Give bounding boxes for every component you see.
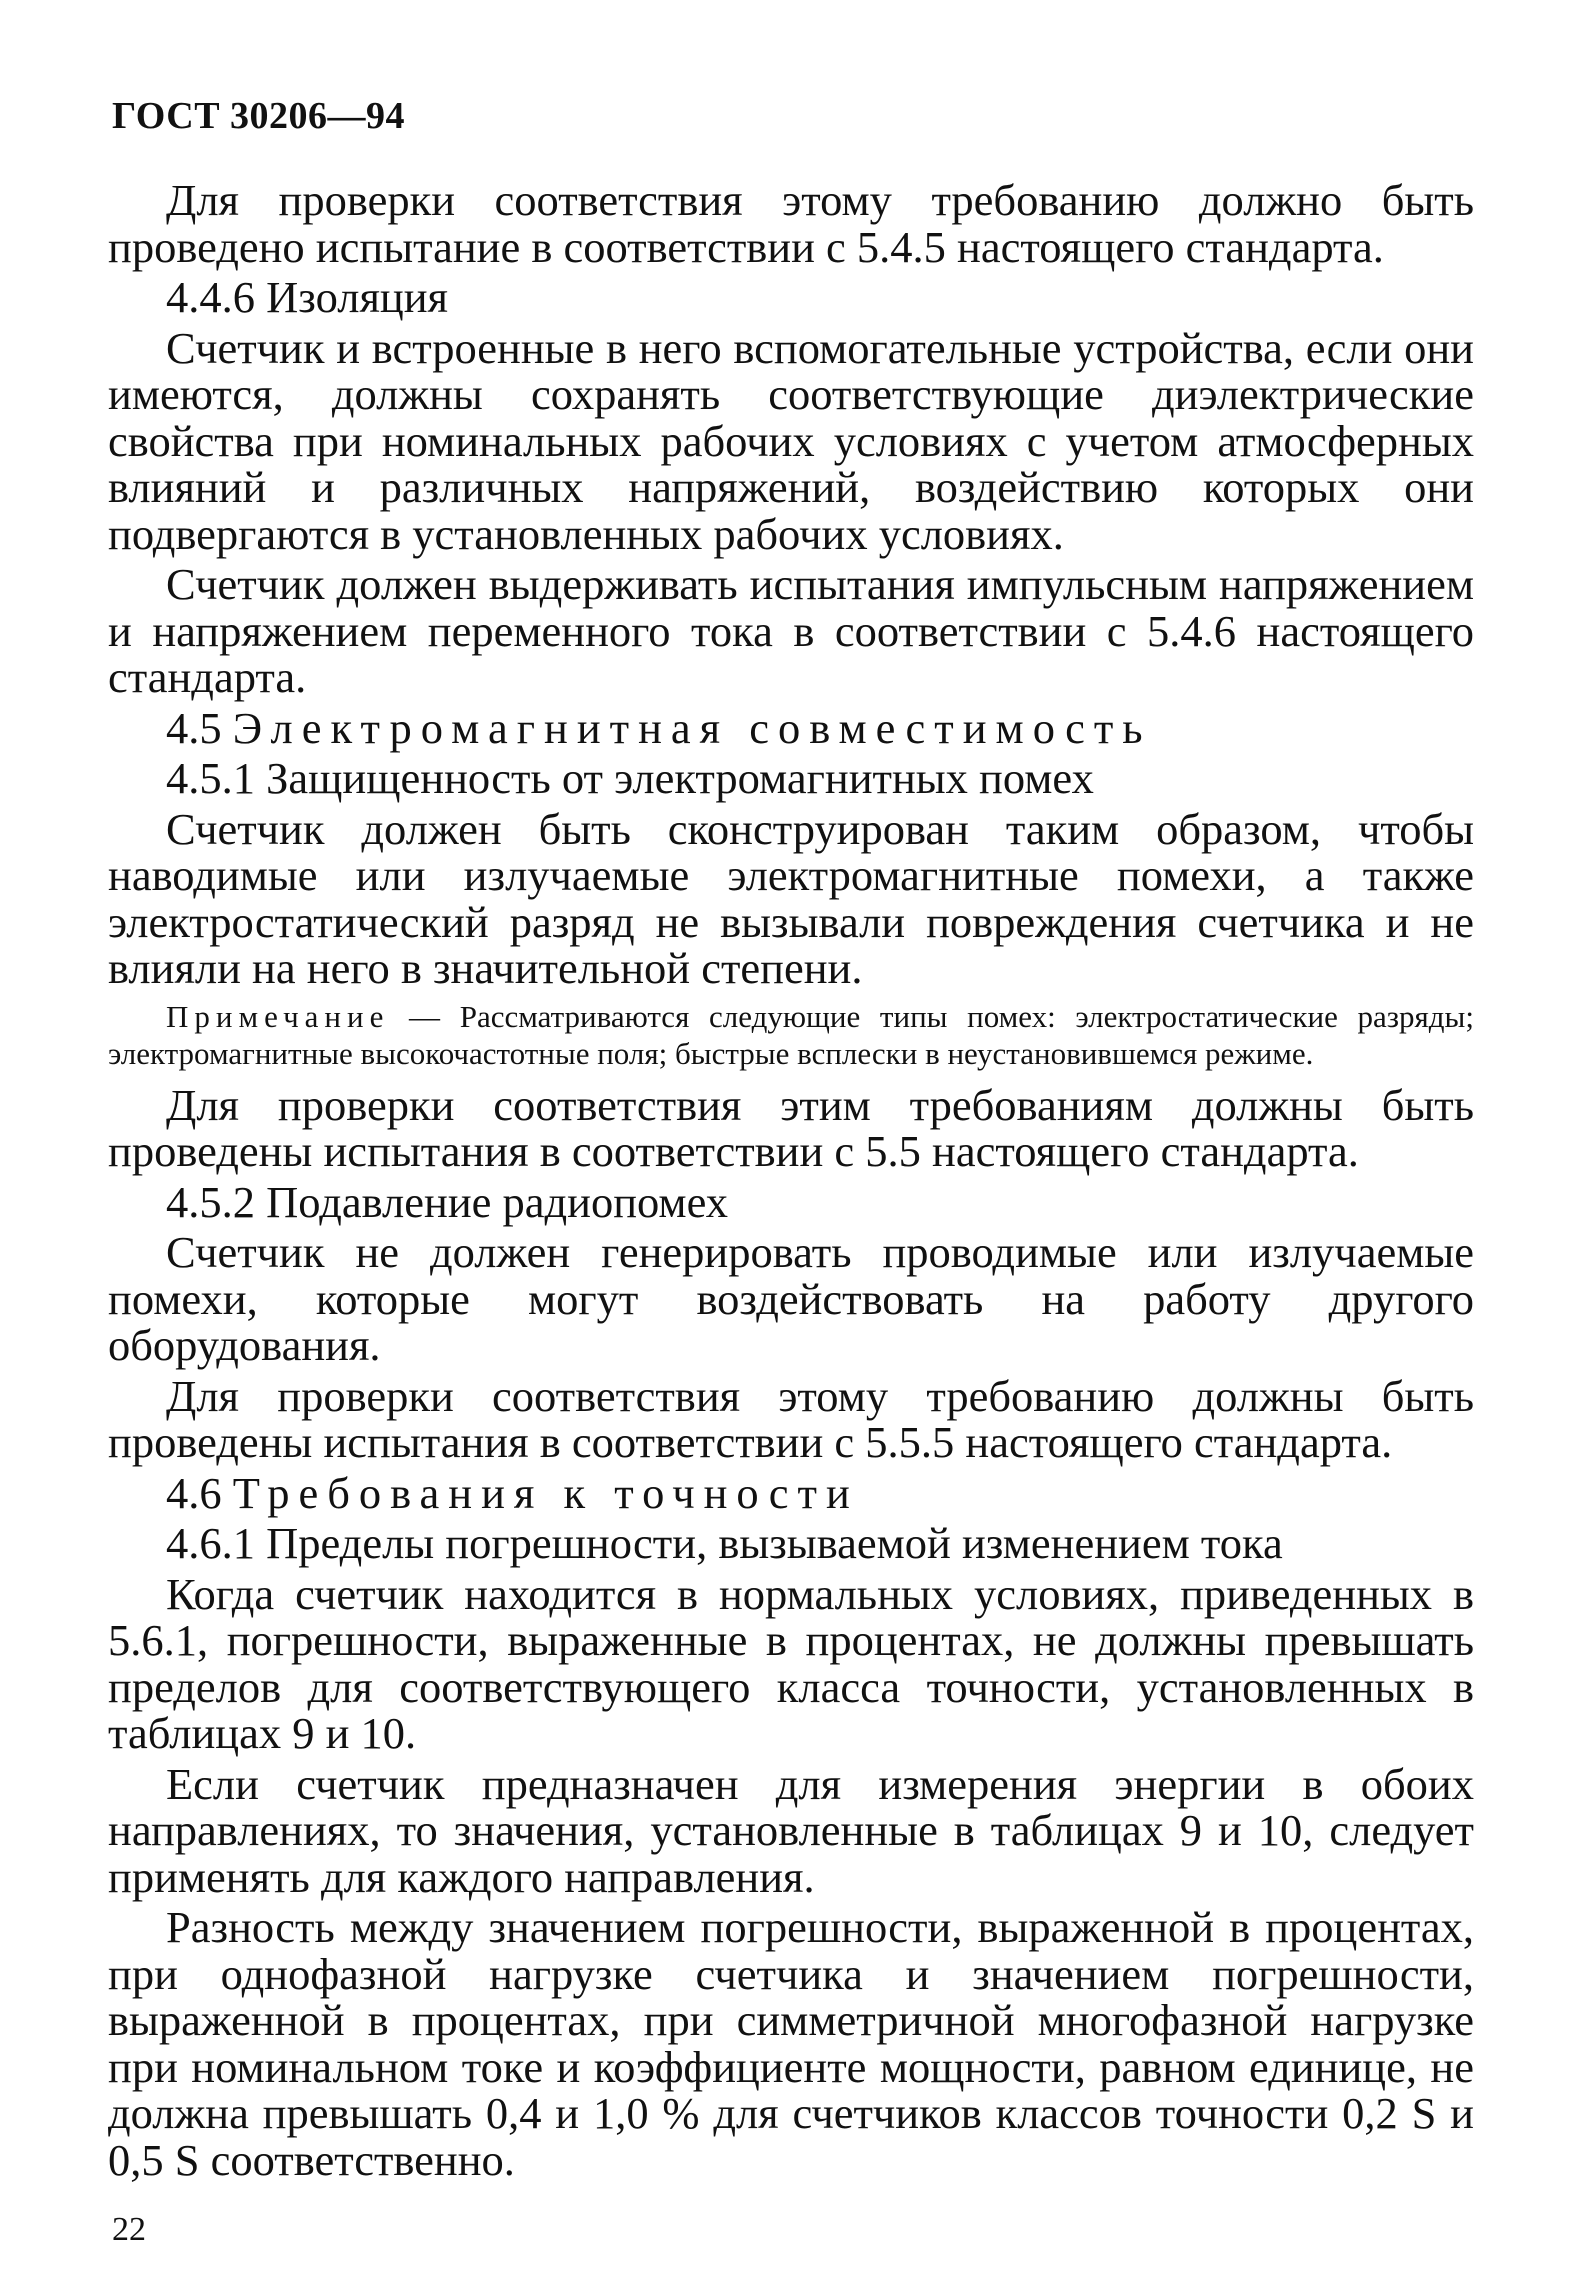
paragraph-verification-5-4-5: Для проверки соответствия этому требованию должно быть проведено испытание в соответствии с 5.4.5 настоящего стандарта. xyxy=(108,175,1474,272)
section-heading-4-6-1: 4.6.1 Пределы погрешности, вызываемой изменением тока xyxy=(166,1518,1283,1568)
section-heading-4-6 xyxy=(108,1467,1474,1518)
section-heading-4-4-6: 4.4.6 Изоляция xyxy=(166,272,449,322)
paragraph-verification-5-5: Для проверки соответствия этим требованиям должны быть проведены испытания в соответствии с 5.5 настоящего стандарта. xyxy=(108,1079,1474,1176)
note-text: — Рассматриваются следующие типы помех: электростатические разряды; электромагнитные высокочастотные поля; быстрые всплески в неустановившемся режиме. xyxy=(108,998,1474,1071)
section-title-4-5: Электромагнитная совместимость xyxy=(232,702,1152,753)
note-interference-types xyxy=(108,998,1474,1072)
section-heading-4-5-1: 4.5.1 Защищенность от электромагнитных помех xyxy=(166,753,1094,803)
section-number-4-6: 4.6 xyxy=(166,1467,222,1518)
paragraph-single-phase-difference: Разность между значением погрешности, выраженной в процентах, при однофазной нагрузке счетчика и значением погрешности, выраженной в процентах, при симметричной многофазной нагрузке при номинальном токе и коэффициенте мощности, равном единице, не должна превышать 0,4 и 1,0 % для счетчиков классов точности 0,2 S и 0,5 S соответственно. xyxy=(108,1902,1474,2185)
paragraph-emc-design: Счетчик должен быть сконструирован таким образом, чтобы наводимые или излучаемые электромагнитные помехи, а также электростатический разряд не вызывали повреждения счетчика и не влияли на него в значительной степени. xyxy=(108,803,1474,993)
page-content xyxy=(108,177,1474,2187)
section-title-4-6: Требования к точности xyxy=(232,1467,859,1518)
paragraph-impulse-test: Счетчик должен выдерживать испытания импульсным напряжением и напряжением переменного тока в соответствии с 5.4.6 настоящего стандарта. xyxy=(108,559,1474,702)
note-label: Примечание xyxy=(166,998,390,1034)
paragraph-insulation: Счетчик и встроенные в него вспомогательные устройства, если они имеются, должны сохранять соответствующие диэлектрические свойства при номинальных рабочих условиях с учетом атмосферных влияний и различных напряжений, воздействию которых они подвергаются в установленных рабочих условиях. xyxy=(108,322,1474,559)
section-heading-4-5-2: 4.5.2 Подавление радиопомех xyxy=(166,1176,729,1227)
paragraph-error-limits: Когда счетчик находится в нормальных условиях, приведенных в 5.6.1, погрешности, выраженные в процентах, не должны превышать пределов для соответствующего класса точности, установленных в таблицах 9 и 10. xyxy=(108,1568,1474,1758)
paragraph-bidirectional: Если счетчик предназначен для измерения энергии в обоих направлениях, то значения, установленные в таблицах 9 и 10, следует применять для каждого направления. xyxy=(108,1758,1474,1902)
paragraph-radio-interference: Счетчик не должен генерировать проводимые или излучаемые помехи, которые могут воздействовать на работу другого оборудования. xyxy=(108,1227,1474,1370)
standard-header: ГОСТ 30206—94 xyxy=(112,95,406,137)
page-number: 22 xyxy=(112,2211,146,2248)
section-number-4-5: 4.5 xyxy=(166,702,222,753)
paragraph-verification-5-5-5: Для проверки соответствия этому требованию должны быть проведены испытания в соответствии с 5.5.5 настоящего стандарта. xyxy=(108,1370,1474,1467)
section-heading-4-5 xyxy=(108,702,1474,753)
